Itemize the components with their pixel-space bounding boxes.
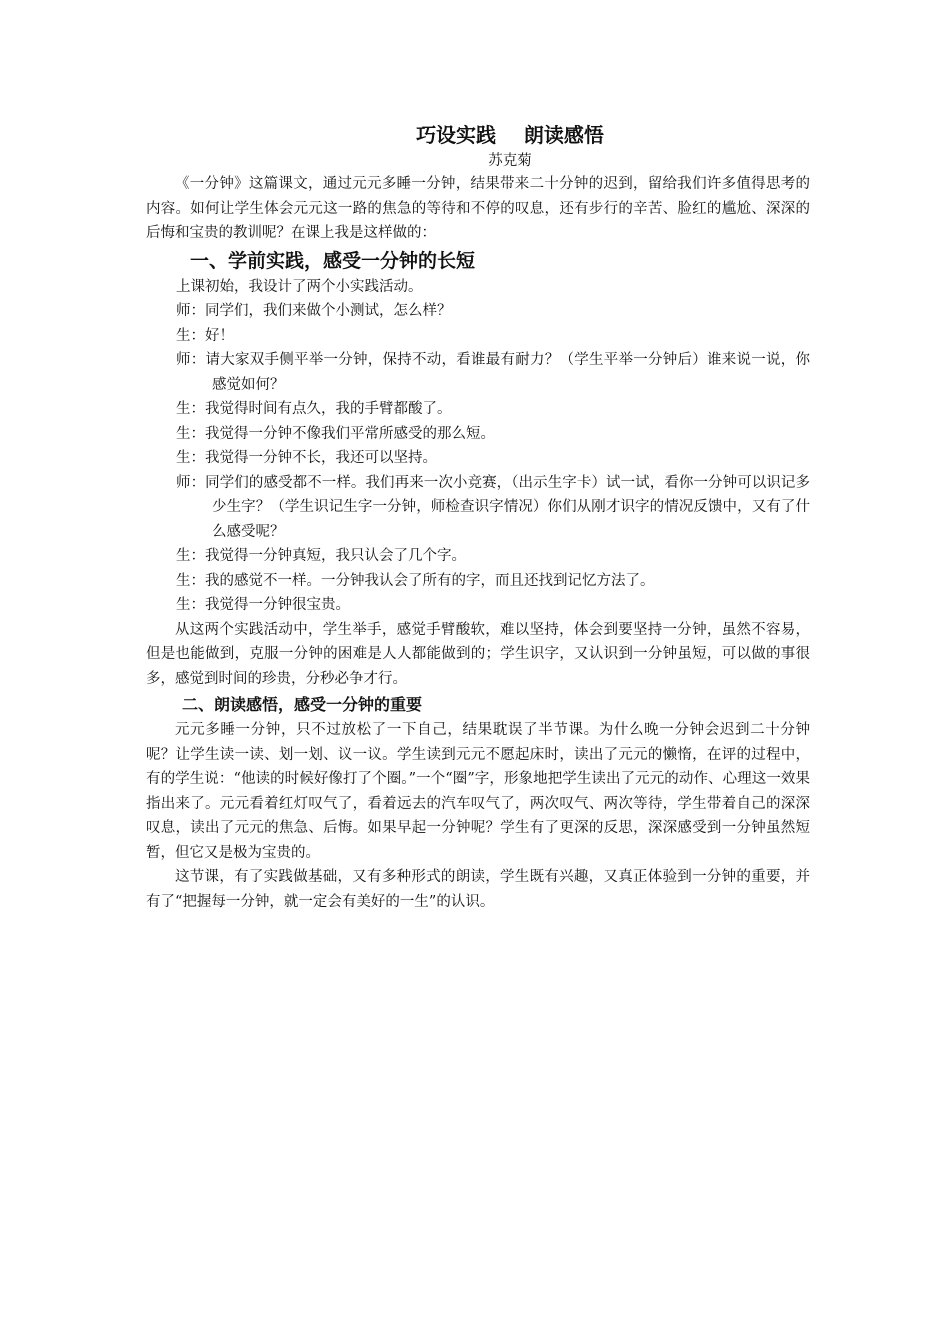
document-title: 巧设实践 朗读感悟 <box>416 123 604 147</box>
dialogue-line: 生：我觉得一分钟真短，我只认会了几个字。 <box>176 548 466 564</box>
dialogue-line: 生：好！ <box>176 327 234 344</box>
dialogue-line: 生：我的感觉不一样。一分钟我认会了所有的字，而且还找到记忆方法了。 <box>176 572 655 589</box>
conclusion-paragraph: 这节课，有了实践做基础，又有多种形式的朗读，学生既有兴趣，又真正体验到一分钟的重要，并有了“把握每一分钟，就一定会有美好的一生”的认识。 <box>146 869 810 910</box>
document-author: 苏克菊 <box>488 153 532 169</box>
dialogue-line: 生：我觉得一分钟不长，我还可以坚持。 <box>176 450 437 466</box>
dialogue-line: 生：我觉得一分钟不像我们平常所感受的那么短。 <box>176 425 495 442</box>
dialogue-line: 生：我觉得一分钟很宝贵。 <box>176 597 350 613</box>
section2-heading: 二、朗读感悟，感受一分钟的重要 <box>182 695 423 714</box>
dialogue-line: 上课初始，我设计了两个小实践活动。 <box>176 278 423 295</box>
dialogue-line: 师：同学们的感受都不一样。我们再来一次小竞赛，（出示生字卡）试一试，看你一分钟可以识记多少生字？（学生识记生字一分钟，师检查识字情况）你们从刚才识字的情况反馈中，又有了什么感受呢？ <box>176 474 810 540</box>
section1-summary: 从这两个实践活动中，学生举手，感觉手臂酸软，难以坚持，体会到要坚持一分钟，虽然不容易，但是也能做到，克服一分钟的困难是人人都能做到的；学生识字，又认识到一分钟虽短，可以做的事很多，感觉到时间的珍贵，分秒必争才行。 <box>146 621 810 687</box>
dialogue-line: 师：同学们，我们来做个小测试，怎么样？ <box>176 303 452 319</box>
document-page <box>146 120 810 914</box>
section1-heading: 一、学前实践，感受一分钟的长短 <box>190 249 476 272</box>
section2-body: 元元多睡一分钟，只不过放松了一下自己，结果耽误了半节课。为什么晚一分钟会迟到二十分钟呢？让学生读一读、划一划、议一议。学生读到元元不愿起床时，读出了元元的懒惰，在评的过程中，有的学生说：“他读的时候好像打了个圈。”一个“圈”字，形象地把学生读出了元元的动作、心理这一效果指出来了。元元看着红灯叹气了，看着远去的汽车叹气了，两次叹气、两次等待，学生带着自己的深深叹息，读出了元元的焦急、后悔。如果早起一分钟呢？学生有了更深的反思，深深感受到一分钟虽然短暂，但它又是极为宝贵的。 <box>146 722 810 861</box>
intro-paragraph: 《一分钟》这篇课文，通过元元多睡一分钟，结果带来二十分钟的迟到，留给我们许多值得思考的内容。如何让学生体会元元这一路的焦急的等待和不停的叹息，还有步行的辛苦、脸红的尴尬、深深的后悔和宝贵的教训呢？在课上我是这样做的： <box>146 176 810 241</box>
dialogue-line: 生：我觉得时间有点久，我的手臂都酸了。 <box>176 401 452 417</box>
dialogue-line: 师：请大家双手侧平举一分钟，保持不动，看谁最有耐力？（学生平举一分钟后）谁来说一说，你感觉如何？ <box>176 352 810 393</box>
